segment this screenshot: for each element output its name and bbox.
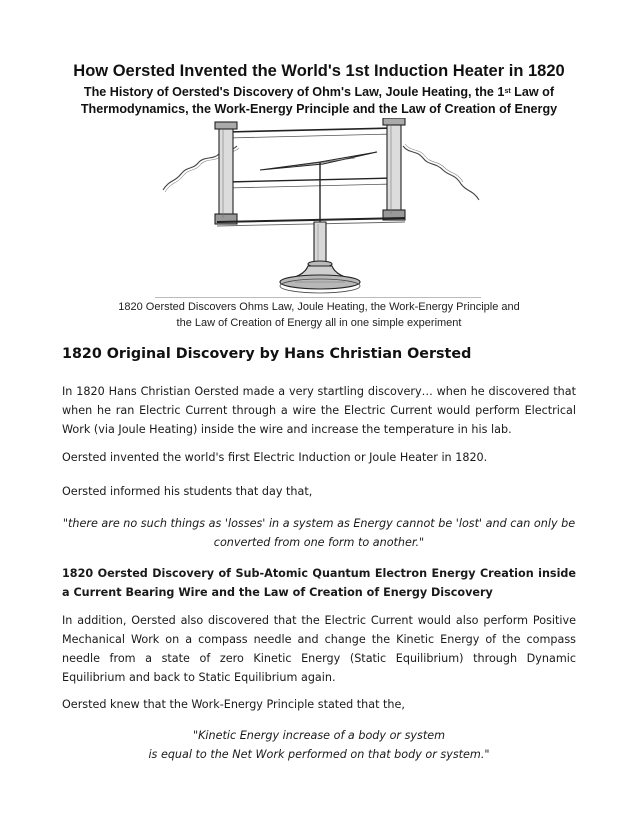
section-2-paragraph-1: In addition, Oersted also discovered that the Electric Current would also perform Positive Mechanical Work on a compass needle and change the Kinetic Energy of the compass needle from a state of zero Kinetic Energy (Static Equilibrium) through Dynamic Equilibrium and back to Static Equilibrium again. — [62, 614, 576, 684]
pedestal-stem — [314, 222, 326, 264]
figure-caption — [70, 300, 568, 331]
right-post — [387, 122, 401, 218]
section-2-quote — [62, 726, 576, 764]
figure-divider — [155, 297, 481, 298]
subtitle-text-part1: The History of Oersted's Discovery of Ohm's Law, Joule Heating, the 1 — [83, 85, 505, 99]
section-1-quote-line-2: converted from one form to another." — [213, 536, 425, 549]
section-1-quote-line-1: "there are no such things as 'losses' in a system as Energy cannot be 'lost' and can only be — [62, 517, 576, 530]
document-title: How Oersted Invented the World's 1st Induction Heater in 1820 — [73, 62, 565, 80]
section-2-quote-line-1: "Kinetic Energy increase of a body or system — [192, 729, 446, 742]
document-subtitle — [60, 84, 578, 118]
compass-needle — [260, 152, 377, 170]
base-rail — [217, 218, 405, 222]
section-2-quote-line-2: is equal to the Net Work performed on that body or system." — [148, 748, 490, 761]
section-1-paragraph-3: Oersted informed his students that day that, — [62, 485, 313, 498]
subtitle-superscript: st — [504, 88, 511, 95]
figure-caption-line-1: 1820 Oersted Discovers Ohms Law, Joule Heating, the Work-Energy Principle and — [118, 301, 520, 313]
section-1-paragraph-1: In 1820 Hans Christian Oersted made a very startling discovery… when he discovered that when he ran Electric Current through a wire the Electric Current would perform Electrical Work (via Joule Heating) inside the wire and increase the temperature in his lab. — [62, 385, 576, 436]
oersted-apparatus-illustration — [155, 118, 485, 298]
figure-caption-line-2: the Law of Creation of Energy all in one simple experiment — [176, 316, 462, 329]
section-2-heading: 1820 Oersted Discovery of Sub-Atomic Quantum Electron Energy Creation inside a Current Bearing Wire and the Law of Creation of Energy Discovery — [62, 567, 576, 599]
frame-top-rail — [227, 128, 393, 132]
left-post — [219, 126, 233, 222]
right-lead-wire — [403, 146, 479, 200]
section-1-quote — [62, 514, 576, 552]
section-1-heading: 1820 Original Discovery by Hans Christian Oersted — [62, 346, 472, 362]
section-1-paragraph-2: Oersted invented the world's first Electric Induction or Joule Heater in 1820. — [62, 451, 488, 464]
section-2-paragraph-2: Oersted knew that the Work-Energy Principle stated that the, — [62, 698, 405, 711]
subtitle-text-part2: Law of Thermodynamics, the Work-Energy Principle and the Law of Creation of Energy — [80, 85, 558, 116]
